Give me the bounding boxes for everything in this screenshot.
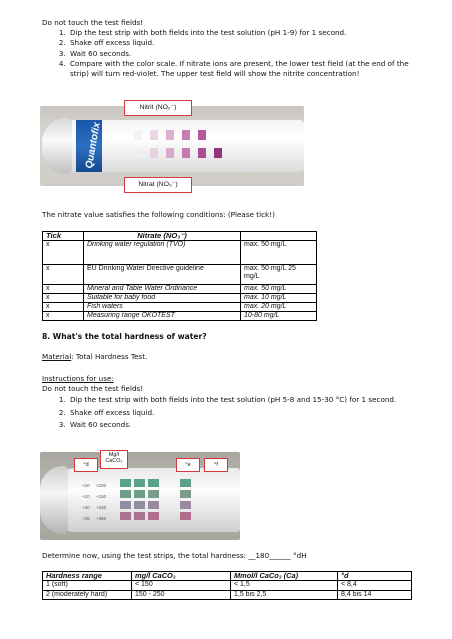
column-header: Hardness range (43, 572, 132, 581)
nitrate-table (42, 231, 317, 321)
table-row (43, 265, 317, 285)
scale-right: <100 +150 +250 +350 (96, 483, 107, 521)
nitrite-label: Nitrit (NO₂⁻) (124, 100, 192, 116)
material-label: Material (42, 352, 72, 361)
condition-cell: Drinking water regulation (TVO) (84, 241, 241, 265)
condition-cell: Mineral and Table Water Ordinance (84, 285, 241, 294)
nitrate-test-photo (40, 106, 304, 186)
brand-label: Quantofix (83, 121, 103, 170)
condition-cell: Measuring range OKOTEST (84, 312, 241, 321)
hardness-steps (42, 395, 422, 430)
condition-cell: Suitable for baby food (84, 294, 241, 303)
table-header-row (43, 572, 412, 581)
limit-cell: 10-80 mg/L (241, 312, 317, 321)
nitrate-instructions (42, 18, 422, 79)
condition-cell: EU Drinking Water Directive guideline (84, 265, 241, 285)
unit-label-degree-d: °d (74, 458, 98, 472)
column-header: Tick (43, 232, 84, 241)
section-heading: 8. What's the total hardness of water? (42, 332, 207, 341)
unit-label-degree-f: °f (204, 458, 228, 472)
instructions-label: Instructions for use: (42, 374, 114, 383)
tick-cell: x (43, 303, 84, 312)
step-item: 3. Wait 60 seconds. (68, 420, 422, 430)
table-header-row (43, 232, 317, 241)
step-item: 3. Wait 60 seconds. (68, 49, 422, 59)
table-row (43, 285, 317, 294)
condition-cell: Fish waters (84, 303, 241, 312)
unit-label-degree-e: °e (176, 458, 200, 472)
determine-line: Determine now, using the test strips, the total hardness: __180______ °dH (42, 551, 307, 560)
step-item: 4. Compare with the color scale. If nitrate ions are present, the lower test field (at the end of the strip) will turn red-violet. The upper test field will show the nitrite concentration! (68, 59, 422, 79)
step-item: 1. Dip the test strip with both fields into the test solution (pH 5-8 and 15-30 °C) for 1 second. (68, 395, 422, 405)
material-line (42, 352, 147, 362)
step-item: 2. Shake off excess liquid. (68, 408, 422, 418)
table-row (43, 312, 317, 321)
hardness-answer: 180 (255, 551, 270, 560)
column-header: mg/l CaCO₃ (132, 572, 231, 581)
unit-label-mg-caco3: Mg/l CaCO₃ (100, 450, 128, 469)
nitrate-steps (42, 28, 422, 79)
tick-cell: x (43, 312, 84, 321)
tick-cell: x (43, 285, 84, 294)
limit-cell: max. 50 mg/L (241, 241, 317, 265)
table-row: 1 (soft) < 150 < 1,5 < 8,4 (43, 581, 412, 590)
table-row (43, 241, 317, 265)
limit-cell: max. 10 mg/L (241, 294, 317, 303)
limit-cell: max. 20 mg/L (241, 303, 317, 312)
warning-text: Do not touch the test fields! (42, 18, 144, 27)
table-row (43, 303, 317, 312)
scale-left: <10 +10 +20 +25 (82, 483, 90, 521)
step-item: 2. Shake off excess liquid. (68, 38, 422, 48)
tick-cell: x (43, 241, 84, 265)
tick-cell: x (43, 265, 84, 285)
tick-cell: x (43, 294, 84, 303)
warning-text: Do not touch the test fields! (42, 384, 144, 394)
column-header: Nitrate (NO₃⁻) (84, 232, 241, 241)
table-row (43, 294, 317, 303)
step-item: 1. Dip the test strip with both fields into the test solution (pH 1-9) for 1 second. (68, 28, 422, 38)
material-text: : Total Hardness Test. (71, 352, 148, 361)
limit-cell: max. 50 mg/L 25 mg/L (241, 265, 317, 285)
hardness-instructions (42, 374, 422, 430)
hardness-table (42, 571, 412, 600)
limit-cell: max. 50 mg/L (241, 285, 317, 294)
column-header (241, 232, 317, 241)
nitrate-label: Nitrat (NO₃⁻) (124, 177, 192, 193)
column-header: °d (338, 572, 412, 581)
column-header: Mmol/l CaCo₃ (Ca) (231, 572, 338, 581)
table-row: 2 (moderately hard) 150 - 250 1,5 bis 2,5 8,4 bis 14 (43, 590, 412, 599)
nitrate-intro: The nitrate value satisfies the following conditions: (Please tick!) (42, 210, 275, 219)
